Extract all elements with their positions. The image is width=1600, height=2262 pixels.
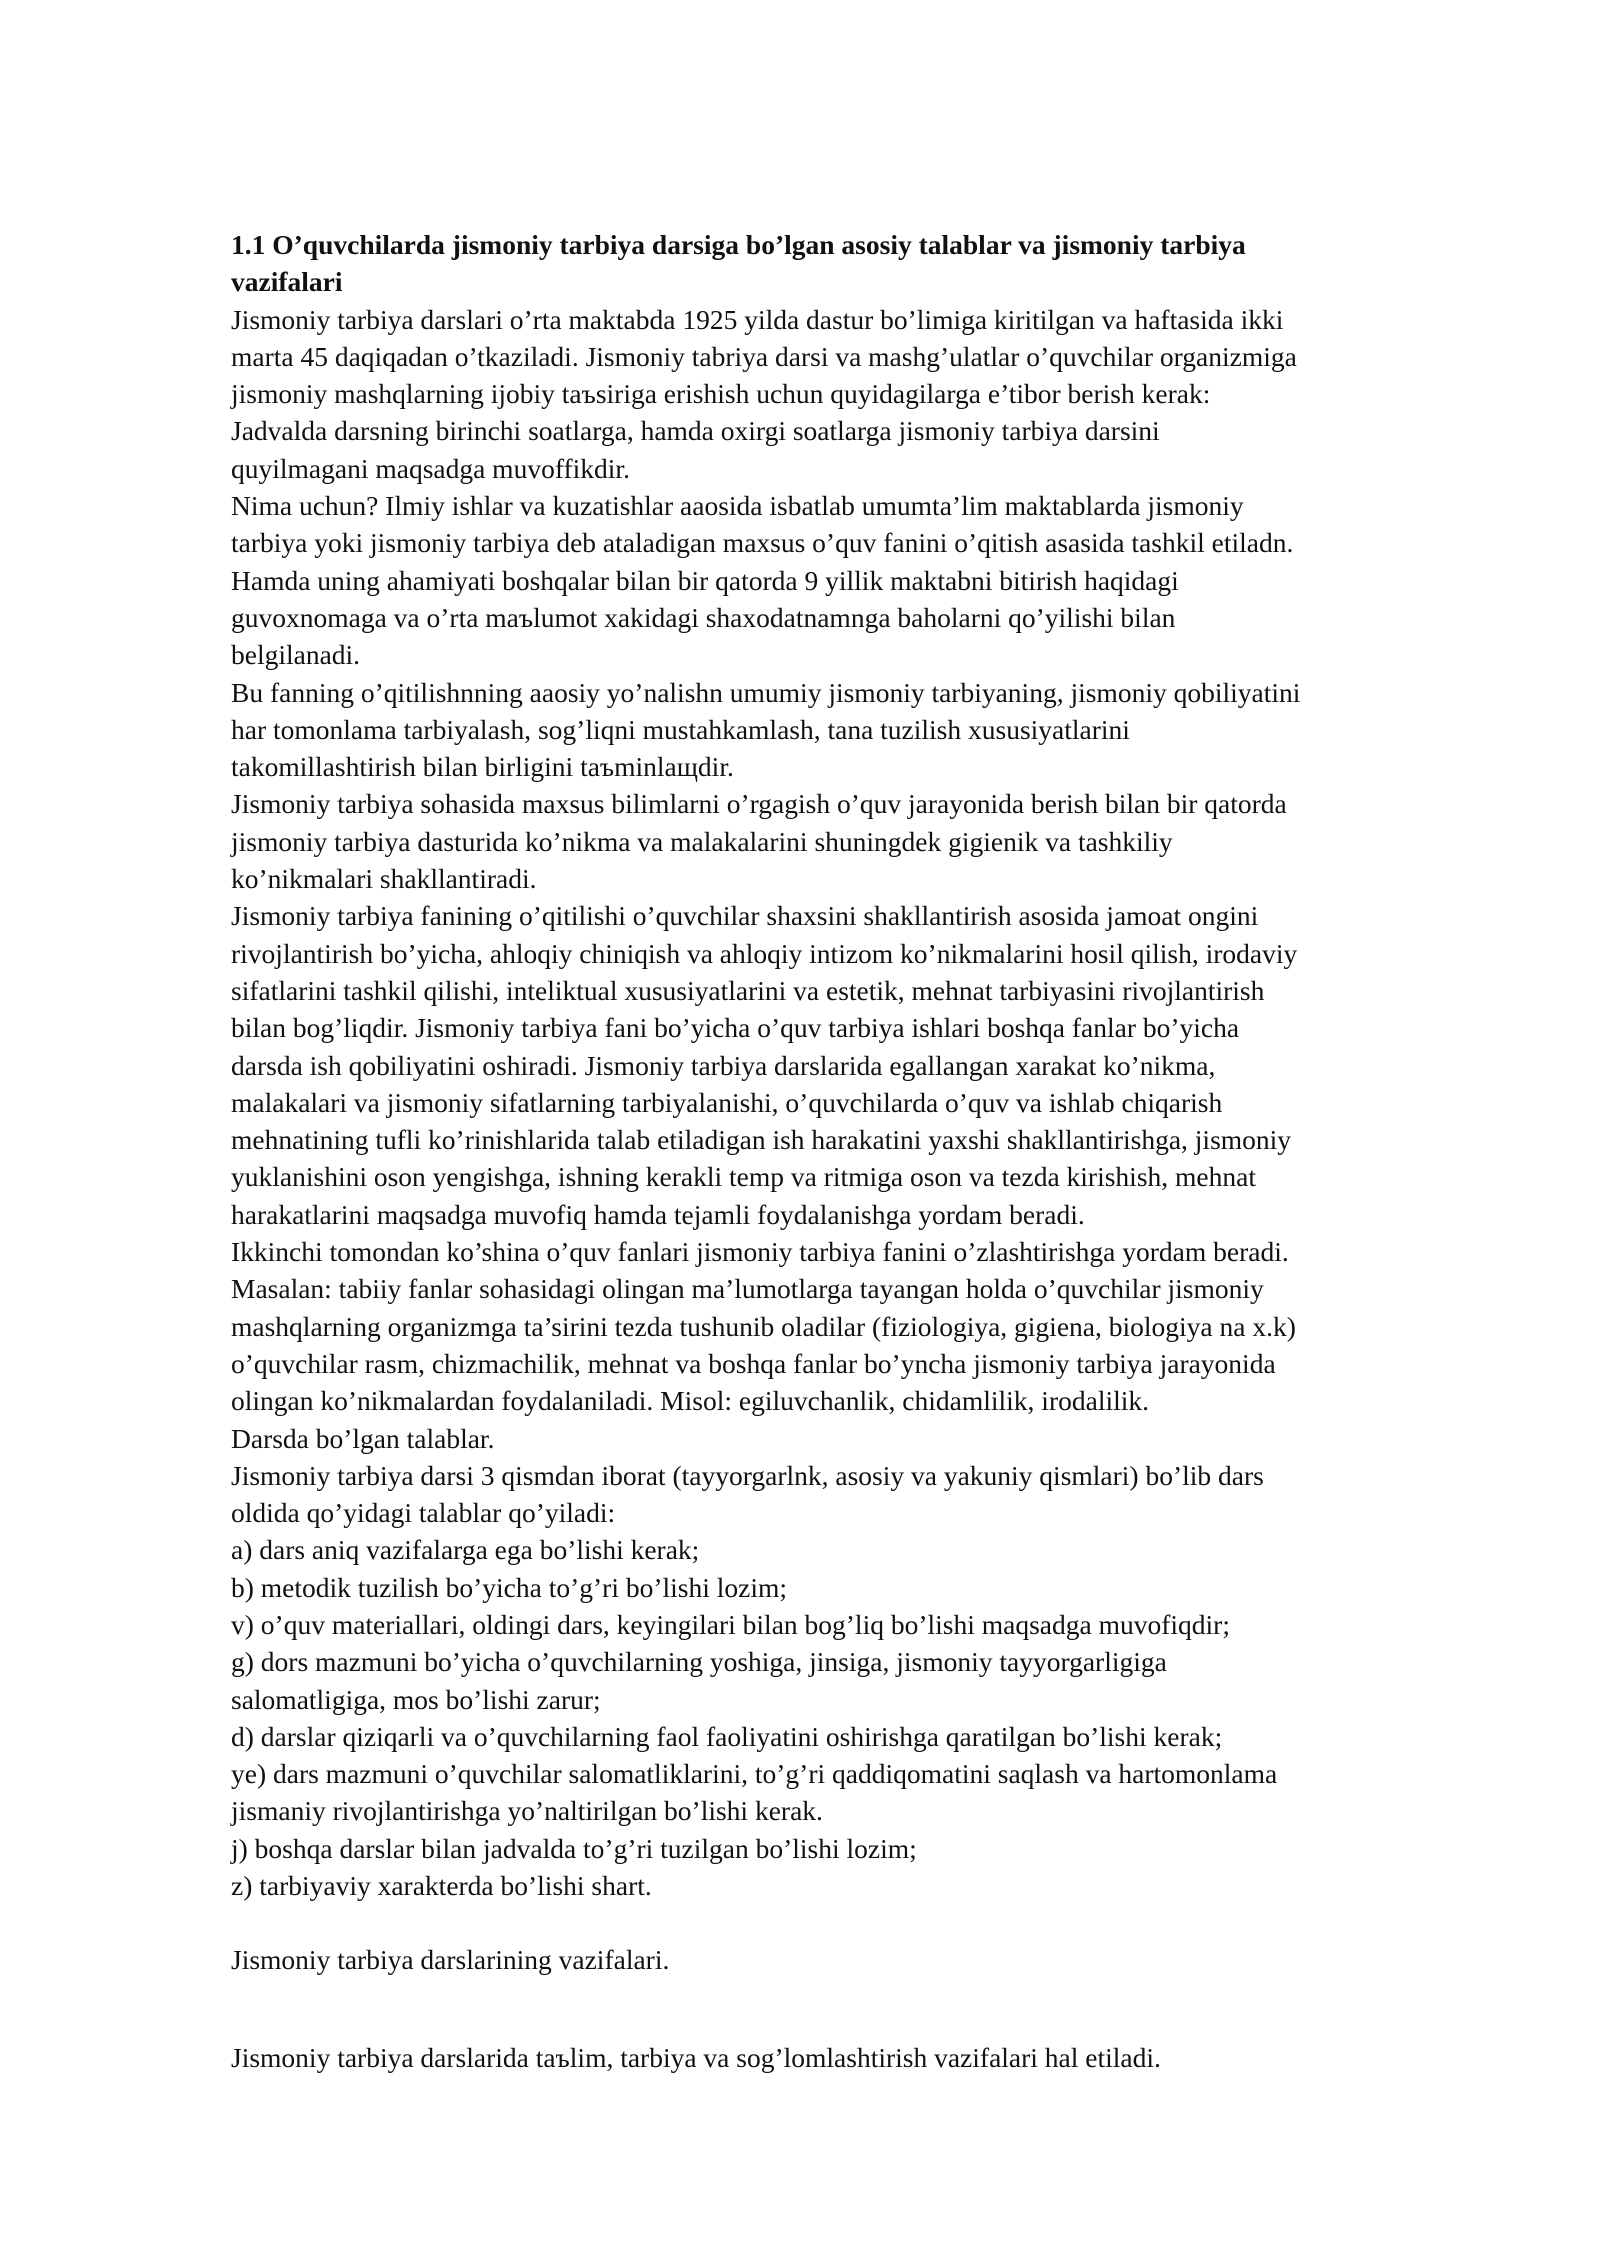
tasks-heading: Jismoniy tarbiya darslarining vazifalari. [231, 1944, 670, 1976]
paragraph-schedule: Jadvalda darsning birinchi soatlarga, hamda oxirgi soatlarga jismoniy tarbiya darsini quyilmagani maqsadga muvoffikdir. [231, 415, 1160, 484]
paragraph-intro: Jismoniy tarbiya darslari o’rta maktabda 1925 yilda dastur bo’limiga kiritilgan va haftasida ikki marta 45 daqiqadan o’tkaziladi. Jismoniy tabriya darsi va mashg’ulatlar o’quvchilar organizmiga jismoniy mashqlarning ijobiy taъsiriga erishish uchun quyidagilarga e’tibor berish kerak: [231, 303, 1297, 410]
paragraph-personality: Jismoniy tarbiya fanining o’qitilishi o’quvchilar shaxsini shakllantirish asosida jamoat ongini rivojlantirish bo’yicha, ahloqiy chiniqish va ahloqiy intizom ko’nikmalarini hosil qilish, irodaviy sifatlarini tashkil qilishi, inteliktual xususiyatlarini va estetik, mehnat tarbiyasini rivojlantirish bilan bog’liqdir. Jismoniy tarbiya fani bo’yicha o’quv tarbiya ishlari boshqa fanlar bo’yicha darsda ish qobiliyatini oshiradi. Jismoniy tarbiya darslarida egallangan xarakat ko’nikma, malakalari va jismoniy sifatlarning tarbiyalanishi, o’quvchilarda o’quv va ishlab chiqarish mehnatining tufli ko’rinishlarida talab etiladigan ish harakatini yaxshi shakllantirishga, jismoniy yuklanishini oson yengishga, ishning kerakli temp va ritmiga oson va tezda kirishish, mehnat harakatlarini maqsadga muvofiq hamda tejamli foydalanishga yordam beradi. [231, 900, 1298, 1230]
paragraph-requirements-title: Darsda bo’lgan talablar. [231, 1422, 495, 1454]
spacer [231, 1979, 1531, 2039]
section-heading: 1.1 O’quvchilarda jismoniy tarbiya darsiga bo’lgan asosiy talablar va jismoniy tarbiya vazifalari [231, 229, 1246, 298]
list-item: g) dors mazmuni bo’yicha o’quvchilarning yoshiga, jinsiga, jismoniy tayyorgarligiga salomatligiga, mos bo’lishi zarur; [231, 1646, 1167, 1715]
requirements-list [231, 1531, 1531, 1904]
list-item: b) metodik tuzilish bo’yicha to’g’ri bo’lishi lozim; [231, 1571, 788, 1603]
document-page [231, 226, 1531, 2076]
list-item: d) darslar qiziqarli va o’quvchilarning faol faoliyatini oshirishga qaratilgan bo’lishi kerak; [231, 1720, 1223, 1752]
paragraph-why: Nima uchun? Ilmiy ishlar va kuzatishlar aaosida isbatlab umumta’lim maktablarda jismoniy tarbiya yoki jismoniy tarbiya deb ataladigan maxsus o’quv fanini o’qitish asasida tashkil etiladn. Hamda uning ahamiyati boshqalar bilan bir qatorda 9 yillik maktabni bitirish haqidagi guvoxnomaga va o’rta maъlumot xakidagi shaxodatnamnga baholarni qo’yilishi bilan belgilanadi. [231, 490, 1294, 671]
paragraph-main-direction: Bu fanning o’qitilishnning aaosiy yo’nalishn umumiy jismoniy tarbiyaning, jismoniy qobiliyatini har tomonlama tarbiyalash, sog’liqni mustahkamlash, tana tuzilish xususiyatlarini takomillashtirish bilan birligini taъminlaщdir. [231, 676, 1301, 783]
list-item: j) boshqa darslar bilan jadvalda to’g’ri tuzilgan bo’lishi lozim; [231, 1832, 917, 1864]
paragraph-lesson-parts: Jismoniy tarbiya darsi 3 qismdan iborat (tayyorgarlnk, asosiy va yakuniy qismlari) bo’lib dars oldida qo’yidagi talablar qo’yiladi: [231, 1459, 1264, 1529]
list-item: a) dars aniq vazifalarga ega bo’lishi kerak; [231, 1534, 700, 1566]
list-item: ye) dars mazmuni o’quvchilar salomatliklarini, to’g’ri qaddiqomatini saqlash va hartomonlama jismaniy rivojlantirishga yo’naltirilgan bo’lishi kerak. [231, 1758, 1278, 1827]
spacer [231, 1904, 1531, 1941]
paragraph-special-knowledge: Jismoniy tarbiya sohasida maxsus bilimlarni o’rgagish o’quv jarayonida berish bilan bir qatorda jismoniy tarbiya dasturida ko’nikma va malakalarini shuningdek gigienik va tashkiliy ko’nikmalari shakllantiradi. [231, 788, 1287, 895]
closing-paragraph: Jismoniy tarbiya darslarida taъlim, tarbiya va sog’lomlashtirish vazifalari hal etiladi. [231, 2041, 1161, 2073]
list-item: z) tarbiyaviy xarakterda bo’lishi shart. [231, 1870, 652, 1902]
paragraph-other-subjects: Ikkinchi tomondan ko’shina o’quv fanlari jismoniy tarbiya fanini o’zlashtirishga yordam beradi. Masalan: tabiiy fanlar sohasidagi olingan ma’lumotlarga tayangan holda o’quvchilar jismoniy mashqlarning organizmga ta’sirini tezda tushunib oladilar (fiziologiya, gigiena, biologiya na x.k) o’quvchilar rasm, chizmachilik, mehnat va boshqa fanlar bo’yncha jismoniy tarbiya jarayonida olingan ko’nikmalardan foydalaniladi. Misol: egiluvchanlik, chidamlilik, irodalilik. [231, 1236, 1296, 1417]
list-item: v) o’quv materiallari, oldingi dars, keyingilari bilan bog’liq bo’lishi maqsadga muvofiqdir; [231, 1608, 1230, 1640]
